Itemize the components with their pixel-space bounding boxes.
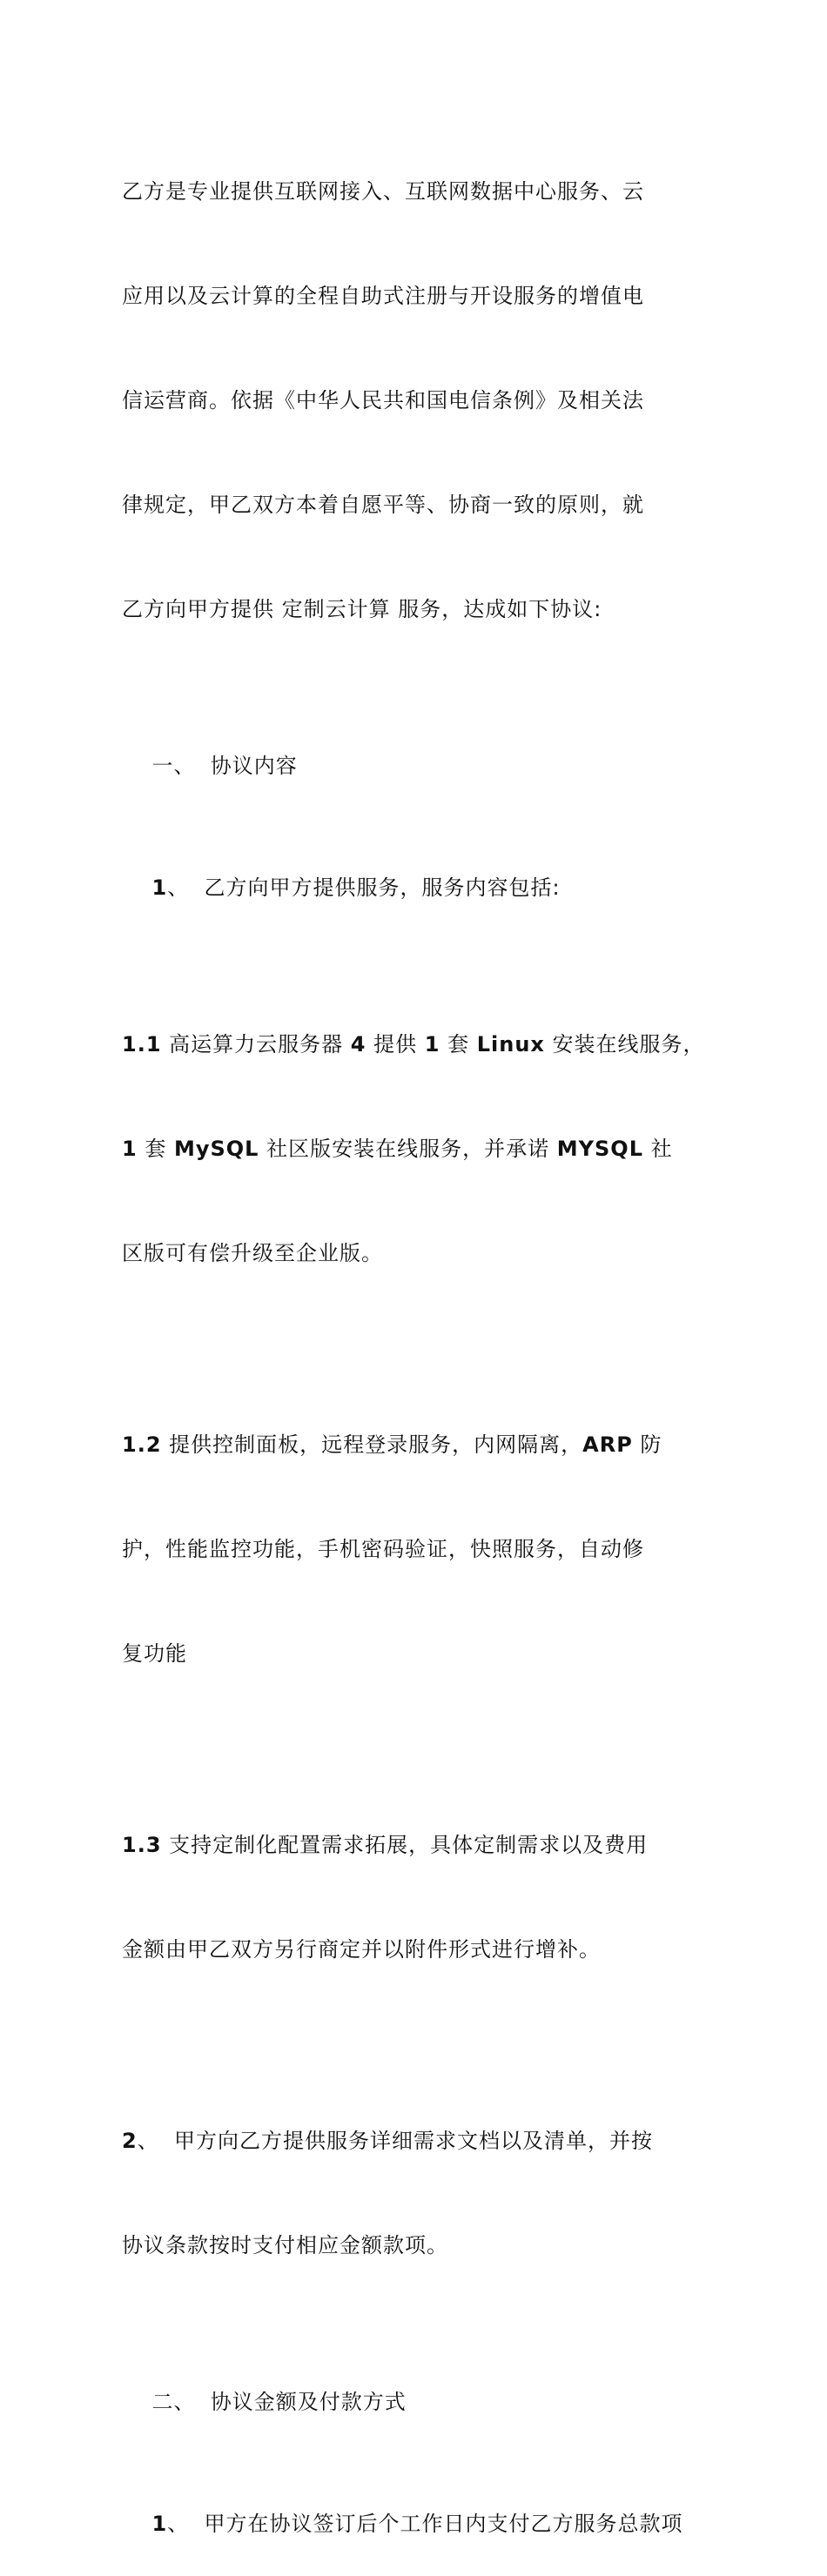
clause-bold-term: ARP	[582, 1432, 633, 1457]
clause-text: 套	[137, 1137, 174, 1161]
clause-text: 高运算力云服务器	[161, 1032, 351, 1057]
section-heading-text: 二、 协议金额及付款方式	[151, 2390, 407, 2414]
clause-text: 安装在线服务，	[544, 1032, 705, 1057]
clause-bold-term: 1	[424, 1032, 440, 1057]
clause-text: 套	[440, 1032, 477, 1057]
clause-number: 1	[151, 875, 168, 900]
clause-1-2	[122, 1358, 723, 1741]
clause-text: 、 甲方向乙方提供服务详细需求文档以及清单，并按	[137, 2129, 653, 2153]
clause-number: 1.1	[122, 1032, 162, 1057]
clause-line: 复功能	[122, 1641, 187, 1666]
clause-line	[122, 1131, 723, 1166]
clause-bold-term: 1	[122, 1137, 138, 1161]
clause-text: 提供控制面板，远程登录服务，内网隔离，	[161, 1432, 583, 1457]
intro-paragraph	[122, 104, 723, 696]
clause-number: 2	[122, 2129, 138, 2153]
clause-line: 协议条款按时支付相应金额款项。	[122, 2233, 448, 2257]
clause-number: 1.3	[122, 1833, 162, 1857]
intro-line: 应用以及云计算的全程自助式注册与开设服务的增值电	[122, 284, 644, 308]
clause-line: 区版可有偿升级至企业版。	[122, 1241, 383, 1265]
intro-line: 乙方是专业提供互联网接入、互联网数据中心服务、云	[122, 179, 644, 204]
clause-2-1	[122, 2472, 723, 2576]
intro-line: 信运营商。依据《中华人民共和国电信条例》及相关法	[122, 388, 644, 413]
clause-line: 护，性能监控功能，手机密码验证，快照服务，自动修	[122, 1537, 644, 1561]
clause-text: 支持定制化配置需求拓展，具体定制需求以及费用	[161, 1833, 649, 1857]
clause-bold-term: 4	[350, 1032, 366, 1057]
clause-text: 防	[632, 1432, 662, 1457]
clause-text: 提供	[366, 1032, 425, 1057]
clause-line	[122, 1828, 723, 1862]
section-heading-text: 一、 协议内容	[151, 754, 298, 778]
clause-number: 1.2	[122, 1432, 162, 1457]
clause-line	[122, 2123, 723, 2158]
clause-1	[122, 835, 723, 940]
clause-bold-term: Linux	[476, 1032, 545, 1057]
clause-text: 社	[643, 1137, 673, 1161]
clause-line: 金额由甲乙双方另行商定并以附件形式进行增补。	[122, 1937, 601, 1962]
intro-line: 乙方向甲方提供 定制云计算 服务，达成如下协议:	[122, 597, 602, 621]
clause-line	[122, 1427, 723, 1462]
clause-1-1	[122, 957, 723, 1340]
section-heading-1	[122, 714, 723, 818]
clause-bold-term: MYSQL	[556, 1137, 643, 1161]
clause-2	[122, 2054, 723, 2332]
intro-line: 律规定，甲乙双方本着自愿平等、协商一致的原则，就	[122, 493, 644, 517]
clause-text: 社区版安装在线服务，并承诺	[259, 1137, 557, 1161]
clause-1-3	[122, 1758, 723, 2036]
clause-number: 1	[151, 2512, 168, 2536]
clause-text: 、 乙方向甲方提供服务，服务内容包括:	[167, 875, 561, 900]
section-heading-2	[122, 2350, 723, 2454]
clause-text: 、 甲方在协议签订后个工作日内支付乙方服务总款项	[167, 2512, 683, 2536]
document-page	[122, 104, 723, 2576]
clause-bold-term: MySQL	[173, 1137, 259, 1161]
clause-line	[122, 1027, 723, 1062]
